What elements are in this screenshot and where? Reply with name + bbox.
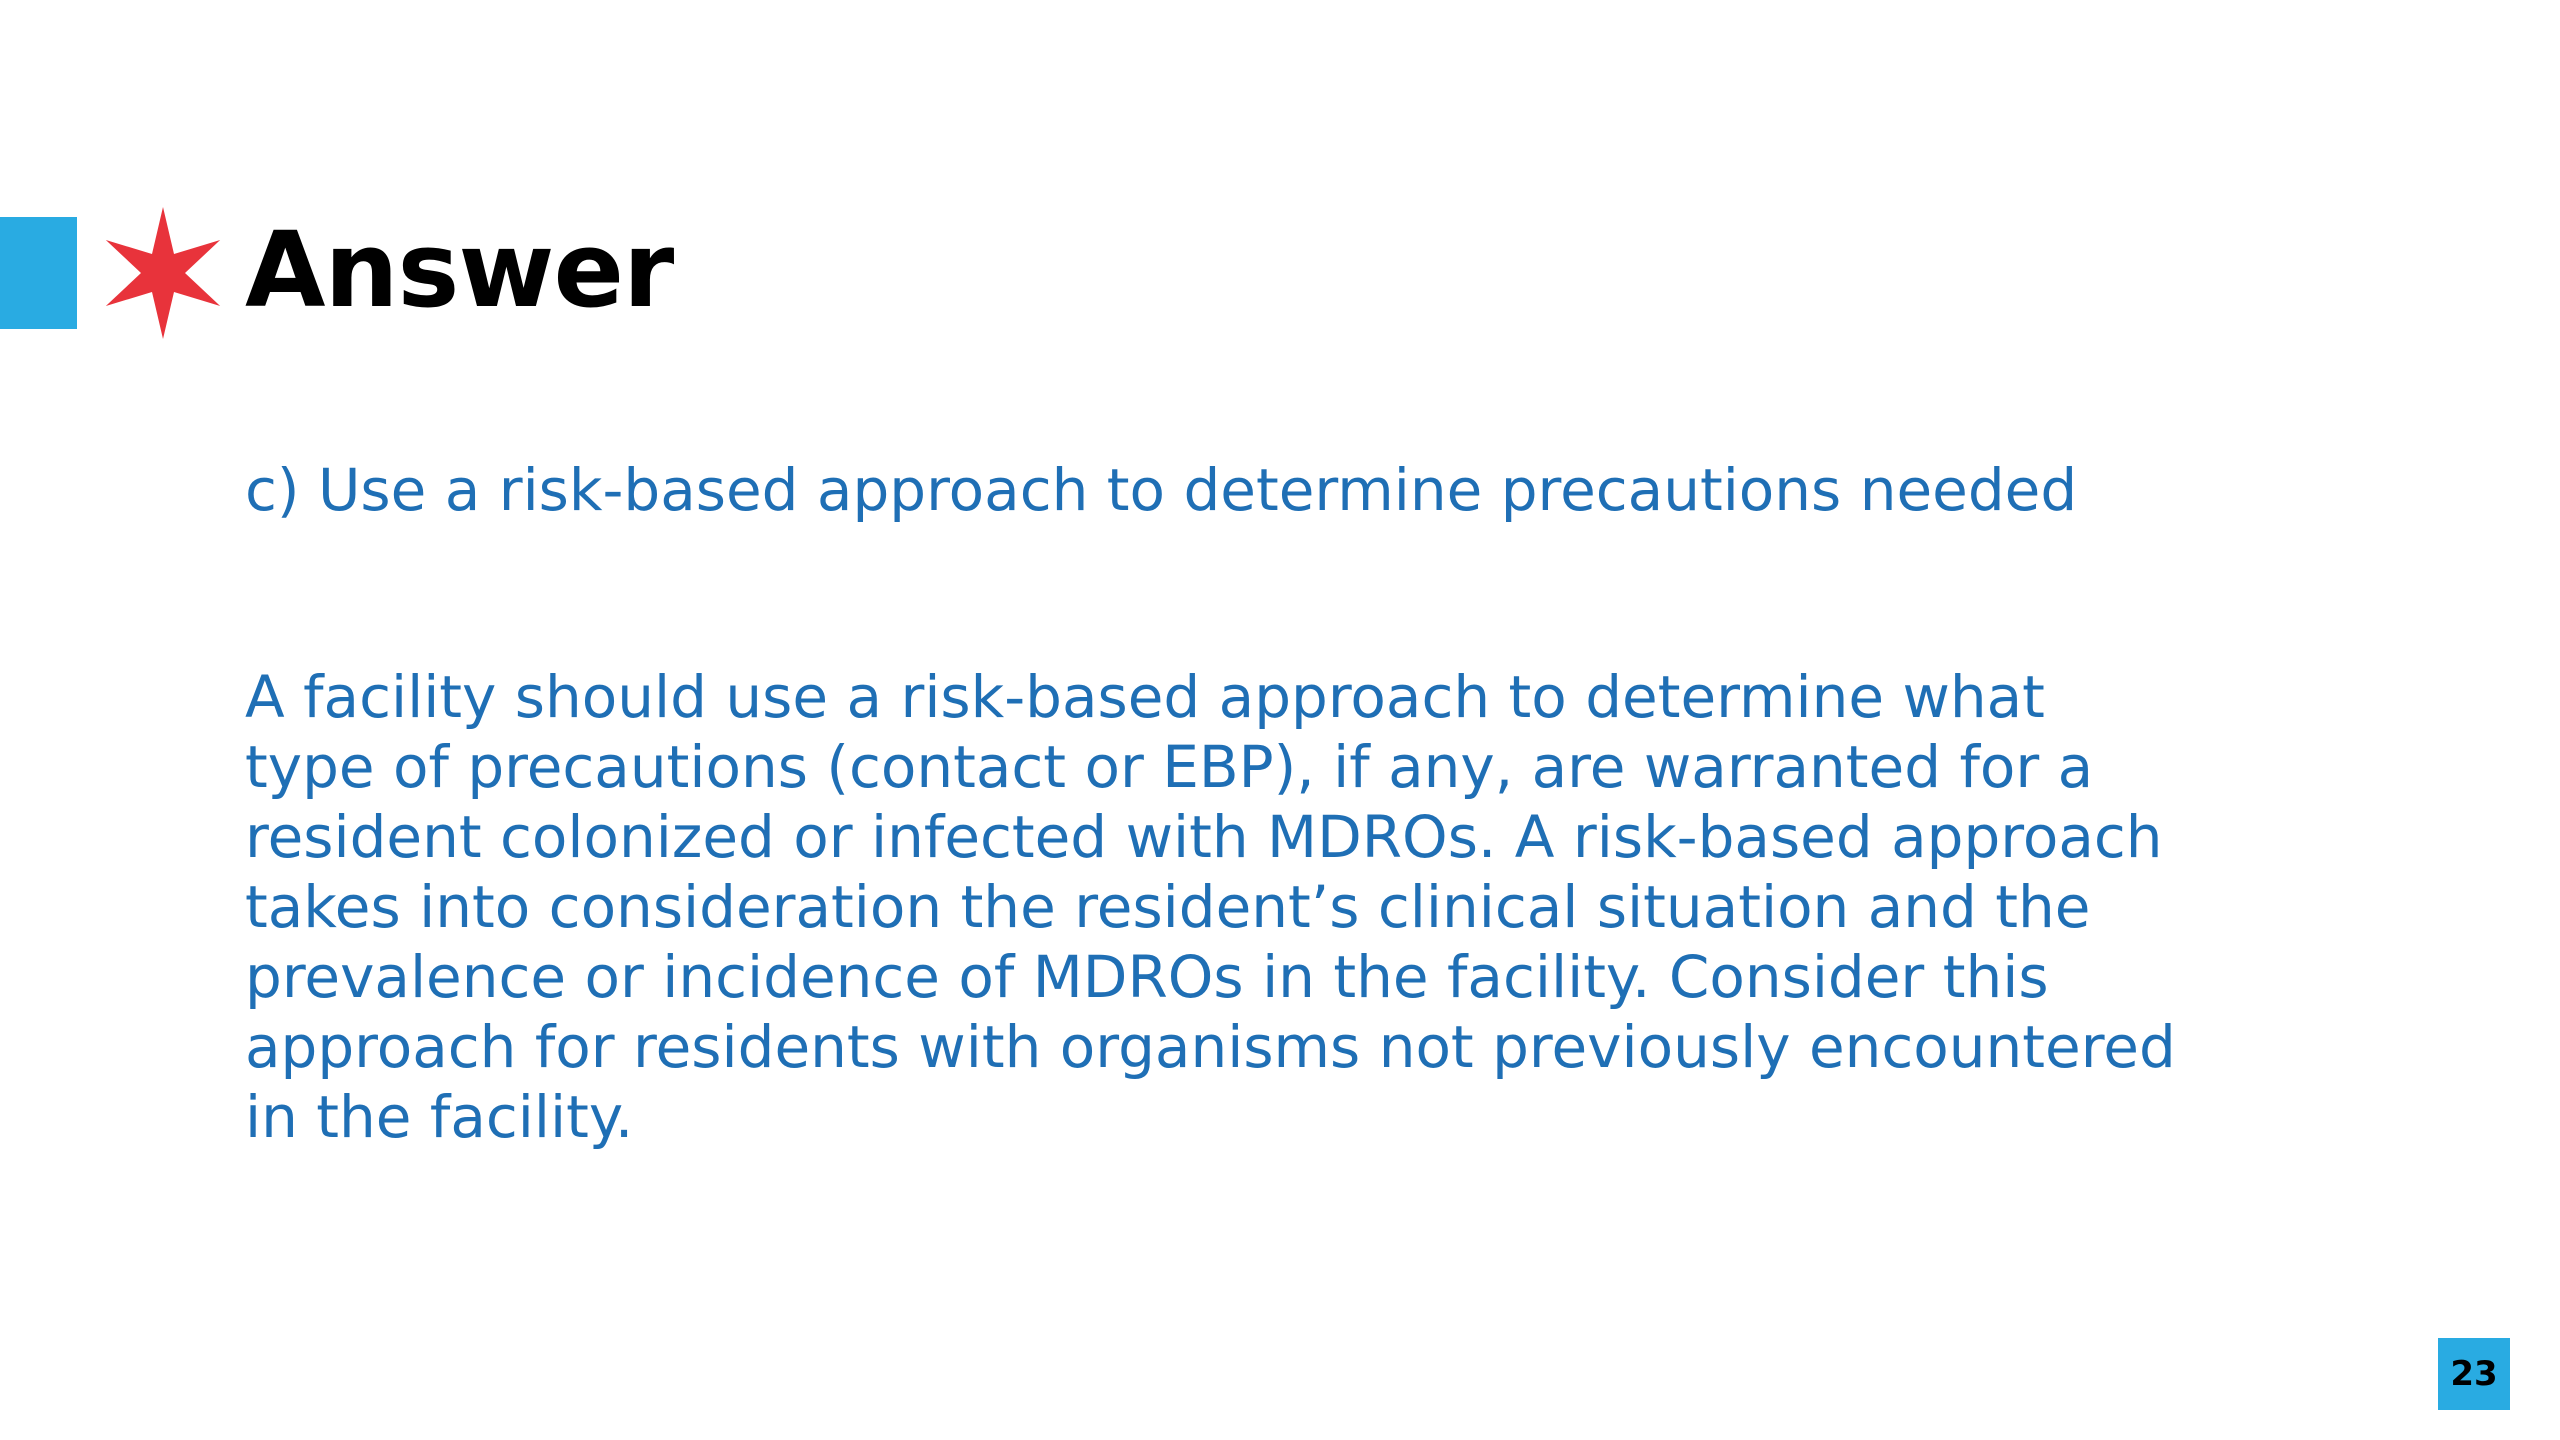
- accent-block: [0, 217, 77, 329]
- explanation-line: prevalence or incidence of MDROs in the facility. Consider this: [245, 943, 2049, 1011]
- explanation-line: takes into consideration the resident’s clinical situation and the: [245, 873, 2091, 941]
- explanation-line: A facility should use a risk-based approach to determine what: [245, 663, 2045, 731]
- explanation-line: type of precautions (contact or EBP), if any, are warranted for a: [245, 733, 2094, 801]
- explanation-paragraph: [245, 662, 2395, 1152]
- page-number: 23: [2438, 1338, 2510, 1410]
- six-pointed-star-icon: [100, 203, 226, 343]
- explanation-line: resident colonized or infected with MDROs. A risk-based approach: [245, 803, 2163, 871]
- answer-text: c) Use a risk-based approach to determine precautions needed: [245, 456, 2078, 524]
- page-title: Answer: [245, 209, 674, 331]
- explanation-line: in the facility.: [245, 1083, 634, 1151]
- explanation-line: approach for residents with organisms not previously encountered: [245, 1013, 2176, 1081]
